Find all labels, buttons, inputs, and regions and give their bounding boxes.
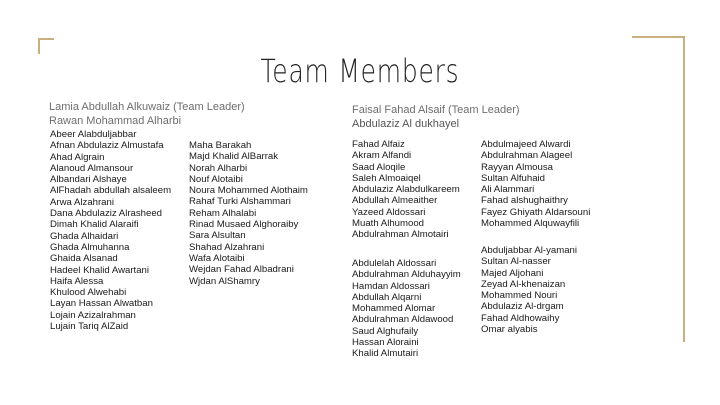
- left-team-leader: Lamia Abdullah Alkuwaiz (Team Leader): [49, 101, 245, 113]
- member-name: Albandari Alshaye: [50, 174, 127, 186]
- member-name: Haifa Alessa: [50, 275, 104, 287]
- right-members-col1b: [352, 258, 461, 360]
- member-name: Nouf Alotaibi: [189, 173, 243, 185]
- member-name: Dana Abdulaziz Alrasheed: [50, 208, 163, 220]
- member-name: AlFhadah abdullah alsaleem: [50, 185, 172, 197]
- member-name: Muath Alhumood: [352, 218, 424, 230]
- member-name: Reham Alhalabi: [189, 207, 257, 219]
- member-name: Layan Hassan Alwatban: [50, 298, 153, 310]
- member-name: Shahad Alzahrani: [189, 241, 265, 253]
- member-name: Sultan Alfuhaid: [481, 172, 546, 184]
- right-members-col2b: [481, 245, 577, 335]
- member-name: Omar alyabis: [481, 324, 538, 336]
- member-name: Abduljabbar Al-yamani: [481, 245, 577, 256]
- left-co-leader: Rawan Mohammad Alharbi: [49, 115, 182, 127]
- member-name: Ahad Algrain: [50, 151, 105, 163]
- member-name: Dimah Khalid Alaraifi: [50, 219, 139, 231]
- member-name: Saleh Almoaiqel: [352, 172, 421, 184]
- right-co-leader: Abdulaziz Al dukhayel: [352, 118, 460, 130]
- member-name: Zeyad Al-khenaizan: [481, 278, 566, 290]
- member-name: Sara Alsultan: [189, 230, 246, 242]
- member-name: Abdulaziz Al-drgam: [481, 301, 564, 313]
- member-name: Alanoud Almansour: [50, 162, 134, 174]
- right-team-leader: Faisal Fahad Alsaif (Team Leader): [352, 104, 520, 116]
- member-name: Yazeed Aldossari: [352, 206, 426, 218]
- member-name: Fayez Ghiyath Aldarsouni: [481, 206, 591, 218]
- member-name: Abdulrahman Aldawood: [352, 314, 454, 326]
- member-name: Norah Alharbi: [189, 162, 248, 174]
- member-name: Fahad Aldhowaihy: [481, 312, 560, 324]
- member-name: Abdulelah Aldossari: [352, 258, 437, 269]
- member-name: Akram Alfandi: [352, 150, 412, 162]
- member-name: Lujain Tariq AlZaid: [50, 321, 129, 333]
- member-name: Noura Mohammed Alothaim: [189, 185, 308, 197]
- member-name: Abdulaziz Alabdulkareem: [352, 184, 460, 196]
- member-name: Wejdan Fahad Albadrani: [189, 264, 294, 276]
- right-members-col2a: [481, 139, 590, 229]
- left-members-col2: [189, 140, 308, 287]
- left-members-col1: [50, 129, 171, 332]
- member-name: Wafa Alotaibi: [189, 252, 245, 264]
- member-name: Wjdan AlShamry: [189, 275, 260, 287]
- member-name: Ghada Alhaidari: [50, 230, 119, 242]
- member-name: Fahad alshughaithry: [481, 195, 568, 207]
- member-name: Saad Aloqile: [352, 161, 406, 173]
- member-name: Abeer Alabduljabbar: [50, 129, 137, 140]
- member-name: Abdullah Alqarni: [352, 291, 422, 303]
- member-name: Abdulrahman Almotairi: [352, 229, 449, 241]
- right-members-col1a: [352, 139, 460, 241]
- member-name: Khulood Alwehabi: [50, 287, 127, 299]
- member-name: Ali Alammari: [481, 184, 535, 196]
- member-name: Hassan Aloraini: [352, 337, 419, 349]
- member-name: Mohammed Alomar: [352, 303, 436, 315]
- member-name: Majd Khalid AlBarrak: [189, 151, 279, 163]
- member-name: Abdulrahman Alduhayyim: [352, 269, 461, 281]
- page-title: Team Members: [260, 52, 460, 90]
- member-name: Mohammed Alquwayfili: [481, 218, 580, 230]
- member-name: Majed Aljohani: [481, 267, 544, 279]
- frame-line-top-right: [632, 36, 684, 38]
- member-name: Arwa Alzahrani: [50, 196, 114, 208]
- member-name: Hamdan Aldossari: [352, 280, 430, 292]
- member-name: Rinad Musaed Alghoraiby: [189, 219, 299, 231]
- member-name: Saud Alghufaily: [352, 325, 419, 337]
- member-name: Khalid Almutairi: [352, 348, 419, 360]
- frame-line-right: [683, 36, 685, 342]
- frame-corner-top-left: [38, 38, 54, 54]
- member-name: Ghaida Alsanad: [50, 253, 118, 265]
- member-name: Abdullah Almeaither: [352, 195, 438, 207]
- member-name: Mohammed Nouri: [481, 290, 558, 302]
- member-name: Sultan Al-nasser: [481, 256, 551, 268]
- member-name: Rayyan Almousa: [481, 161, 553, 173]
- member-name: Lojain Azizalrahman: [50, 309, 136, 321]
- member-name: Maha Barakah: [189, 140, 252, 151]
- member-name: Ghada Almuhanna: [50, 241, 130, 253]
- member-name: Afnan Abdulaziz Almustafa: [50, 140, 164, 152]
- member-name: Hadeel Khalid Awartani: [50, 264, 150, 276]
- member-name: Abdulmajeed Alwardi: [481, 139, 571, 150]
- member-name: Fahad Alfaiz: [352, 139, 405, 150]
- member-name: Abdulrahman Alageel: [481, 150, 573, 162]
- member-name: Rahaf Turki Alshammari: [189, 196, 291, 208]
